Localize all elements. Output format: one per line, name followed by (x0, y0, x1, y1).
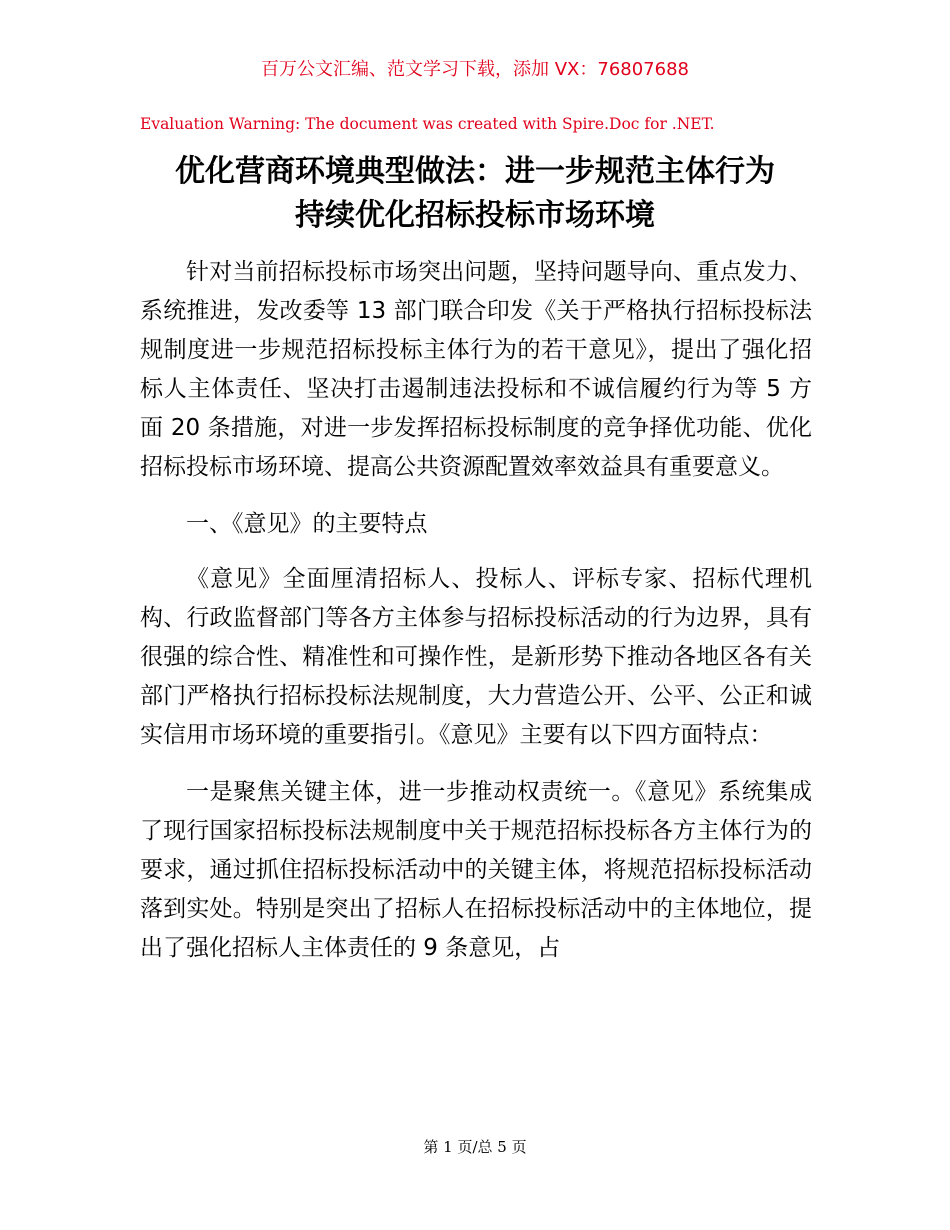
page-footer: 第 1 页/总 5 页 (423, 1138, 527, 1156)
paragraph-intro: 针对当前招标投标市场突出问题，坚持问题导向、重点发力、系统推进，发改委等 13 部门联合印发《关于严格执行招标投标法规制度进一步规范招标投标主体行为的若干意见》，提出了强化招标人主体责任、坚决打击遏制违法投标和不诚信履约行为等 5 方面 20 条措施，对进一步发挥招标投标制度的竞争择优功能、优化招标投标市场环境、提高公共资源配置效率效益具有重要意义。 (140, 259, 812, 480)
title-line-1: 优化营商环境典型做法：进一步规范主体行为 (175, 154, 775, 189)
paragraph-point-one: 一是聚焦关键主体，进一步推动权责统一。《意见》系统集成了现行国家招标投标法规制度中关于规范招标投标各方主体行为的要求，通过抓住招标投标活动中的关键主体，将规范招标投标活动落到实处。特别是突出了招标人在招标投标活动中的主体地位，提出了强化招标人主体责任的 9 条意见，占 (140, 779, 812, 961)
paragraph-overview: 《意见》全面厘清招标人、投标人、评标专家、招标代理机构、行政监督部门等各方主体参与招标投标活动的行为边界，具有很强的综合性、精准性和可操作性，是新形势下推动各地区各有关部门严格执行招标投标法规制度，大力营造公开、公平、公正和诚实信用市场环境的重要指引。《意见》主要有以下四方面特点： (140, 566, 812, 748)
document-title (120, 150, 830, 238)
document-body (140, 253, 812, 986)
section-heading: 一、《意见》的主要特点 (186, 511, 428, 537)
header-banner: 百万公文汇编、范文学习下载，添加 VX：76807688 (261, 59, 689, 80)
evaluation-warning: Evaluation Warning: The document was created with Spire.Doc for .NET. (140, 115, 715, 133)
title-line-2: 持续优化招标投标市场环境 (295, 198, 655, 233)
